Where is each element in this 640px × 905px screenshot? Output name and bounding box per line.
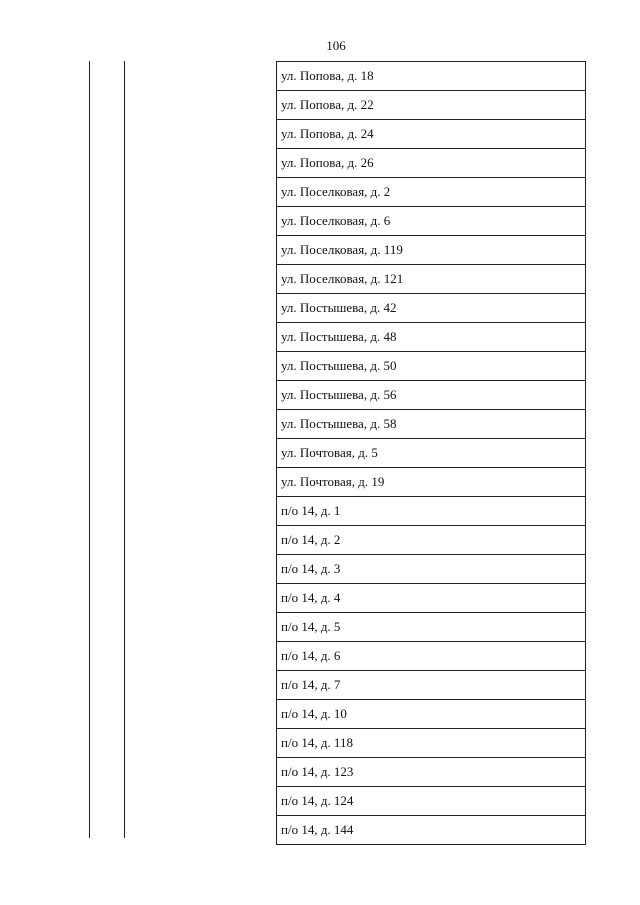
table-row [277,323,586,352]
address-cell: п/о 14, д. 3 [277,555,586,584]
address-cell: ул. Постышева, д. 50 [277,352,586,381]
table-left-border [89,61,90,838]
address-cell: ул. Почтовая, д. 19 [277,468,586,497]
table-row [277,439,586,468]
address-cell: ул. Попова, д. 26 [277,149,586,178]
address-cell: п/о 14, д. 118 [277,729,586,758]
table-row [277,381,586,410]
table-row [277,236,586,265]
table-row [277,584,586,613]
table-row [277,62,586,91]
page-number: 106 [326,38,346,53]
table-row [277,497,586,526]
address-table [276,61,586,845]
address-cell: ул. Поселковая, д. 6 [277,207,586,236]
address-cell: ул. Попова, д. 18 [277,62,586,91]
address-cell: п/о 14, д. 144 [277,816,586,845]
address-cell: ул. Постышева, д. 48 [277,323,586,352]
table-row [277,468,586,497]
address-cell: п/о 14, д. 7 [277,671,586,700]
table-row [277,729,586,758]
address-cell: ул. Поселковая, д. 2 [277,178,586,207]
table-row [277,178,586,207]
address-cell: ул. Попова, д. 24 [277,120,586,149]
table-row [277,149,586,178]
table-row [277,671,586,700]
table-row [277,555,586,584]
address-cell: п/о 14, д. 124 [277,787,586,816]
table-row [277,265,586,294]
table-row [277,410,586,439]
table-row [277,120,586,149]
table-column-divider [124,61,125,838]
table-row [277,758,586,787]
address-table-body [277,62,586,845]
address-cell: п/о 14, д. 4 [277,584,586,613]
address-cell: п/о 14, д. 5 [277,613,586,642]
table-row [277,207,586,236]
table-row [277,787,586,816]
address-cell: п/о 14, д. 2 [277,526,586,555]
table-row [277,352,586,381]
address-cell: п/о 14, д. 123 [277,758,586,787]
address-cell: ул. Поселковая, д. 121 [277,265,586,294]
address-cell: ул. Постышева, д. 56 [277,381,586,410]
table-row [277,613,586,642]
table-row [277,91,586,120]
address-cell: ул. Попова, д. 22 [277,91,586,120]
table-row [277,816,586,845]
address-cell: п/о 14, д. 1 [277,497,586,526]
table-row [277,700,586,729]
table-row [277,642,586,671]
table-row [277,526,586,555]
address-cell: ул. Постышева, д. 42 [277,294,586,323]
address-cell: ул. Почтовая, д. 5 [277,439,586,468]
table-row [277,294,586,323]
address-cell: ул. Поселковая, д. 119 [277,236,586,265]
address-cell: ул. Постышева, д. 58 [277,410,586,439]
address-cell: п/о 14, д. 6 [277,642,586,671]
address-cell: п/о 14, д. 10 [277,700,586,729]
